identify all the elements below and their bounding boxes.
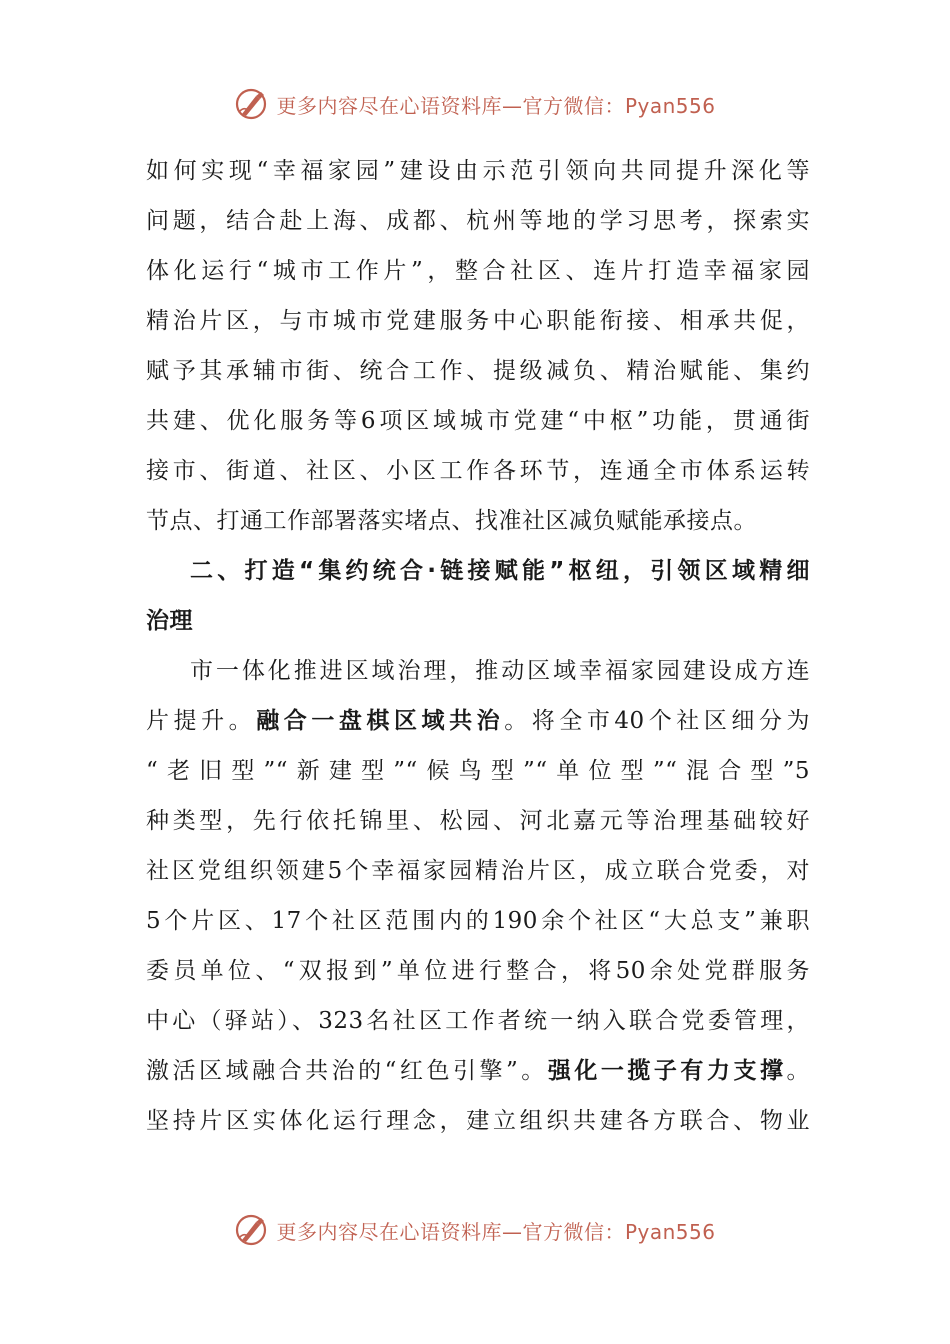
pen-in-circle-logo-icon [234,87,268,121]
paragraph-line [146,696,810,746]
watermark-text: 更多内容尽在心语资料库—官方微信：Pyan556 [276,93,716,118]
paragraph-line: 种类型，先行依托锦里、松园、河北嘉元等治理基础较好 [146,808,810,834]
text-run: 片提升。 [146,708,257,734]
paragraph-line [146,1046,810,1096]
pen-in-circle-logo-icon [234,1213,268,1247]
bold-keyphrase: 强化一揽子有力支撑 [547,1058,787,1084]
paragraph-line: 社区党组织领建5个幸福家园精治片区，成立联合党委，对 [146,858,810,884]
paragraph-line: 节点、打通工作部署落实堵点、找准社区减负赋能承接点。 [146,508,757,534]
document-body [146,146,810,1146]
paragraph-line: “老旧型”“新建型”“候鸟型”“单位型”“混合型”5 [146,758,810,784]
text-run: 。 [786,1058,810,1084]
paragraph-line: 中心（驿站）、323名社区工作者统一纳入联合党委管理， [146,1008,810,1034]
paragraph-line: 委员单位、“双报到”单位进行整合，将50余处党群服务 [146,958,810,984]
section-heading: 二、打造“集约统合·链接赋能”枢纽，引领区域精细 [190,558,810,584]
paragraph-line: 接市、街道、社区、小区工作各环节，连通全市体系运转 [146,458,810,484]
paragraph-line: 精治片区，与市城市党建服务中心职能衔接、相承共促， [146,308,810,334]
paragraph-line: 体化运行“城市工作片”，整合社区、连片打造幸福家园 [146,258,810,284]
paragraph-line: 共建、优化服务等6项区域城市党建“中枢”功能，贯通街 [146,408,810,434]
paragraph-line: 坚持片区实体化运行理念，建立组织共建各方联合、物业 [146,1108,810,1134]
watermark-text: 更多内容尽在心语资料库—官方微信：Pyan556 [276,1219,716,1244]
bold-keyphrase: 融合一盘棋区域共治 [256,708,505,734]
text-run: 。将全市40个社区细分为 [504,708,810,734]
paragraph-line: 问题，结合赴上海、成都、杭州等地的学习思考，探索实 [146,208,810,234]
text-run: 激活区域融合共治的“红色引擎”。 [146,1058,548,1084]
paragraph-line: 市一体化推进区域治理，推动区域幸福家园建设成方连 [190,658,810,684]
section-heading-cont: 治理 [146,608,193,634]
paragraph-line: 5个片区、17个社区范围内的190余个社区“大总支”兼职 [146,908,810,934]
header-watermark [0,84,950,124]
footer-watermark [0,1210,950,1250]
paragraph-line: 如何实现“幸福家园”建设由示范引领向共同提升深化等 [146,158,810,184]
paragraph-line: 赋予其承辅市街、统合工作、提级减负、精治赋能、集约 [146,358,810,384]
